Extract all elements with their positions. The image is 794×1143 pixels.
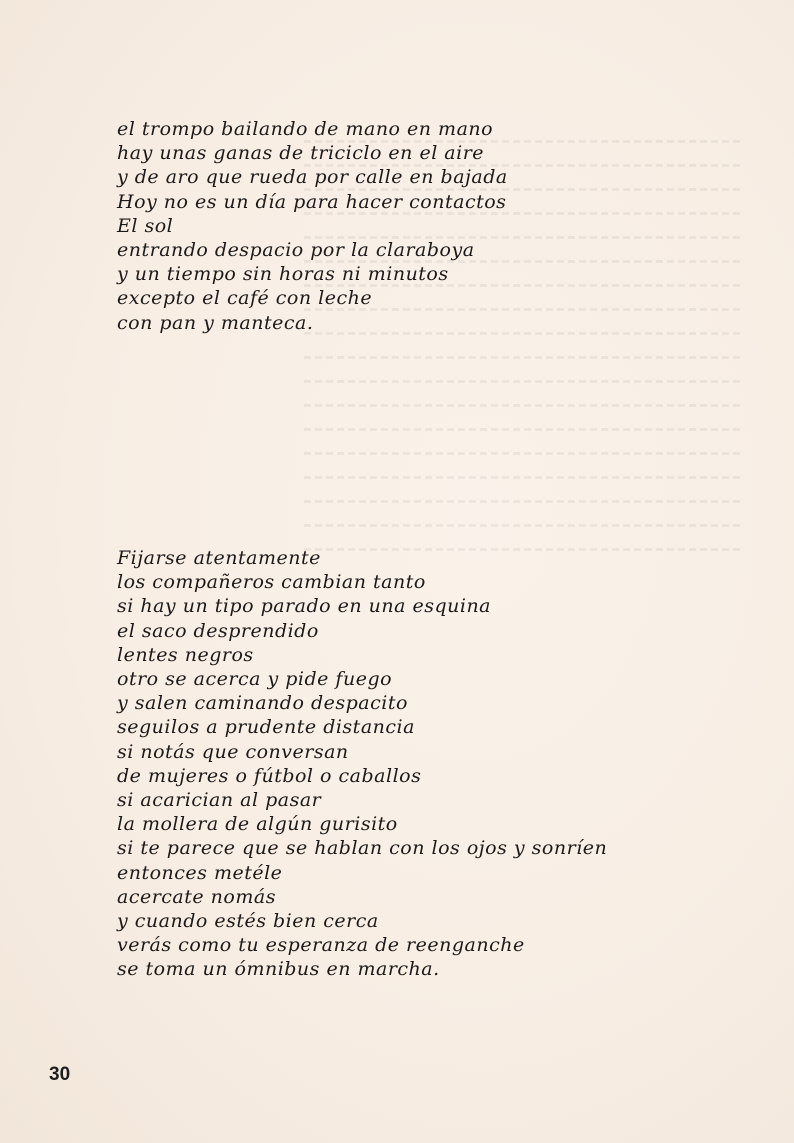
poem-line: con pan y manteca. xyxy=(117,311,314,334)
poem-line: verás como tu esperanza de reenganche xyxy=(117,934,525,957)
poem-line: otro se acerca y pide fuego xyxy=(117,668,393,691)
poem-line: entonces metéle xyxy=(117,861,283,884)
poem-line: hay unas ganas de triciclo en el aire xyxy=(117,142,485,165)
poem-line: y salen caminando despacito xyxy=(117,692,408,715)
poem-line: si hay un tipo parado en una esquina xyxy=(117,595,492,618)
poem-line: Fijarse atentamente xyxy=(117,547,321,569)
poem-line: si te parece que se hablan con los ojos y sonríen xyxy=(117,837,608,860)
poem-line: los compañeros cambian tanto xyxy=(117,571,426,594)
poem-line: si notás que conversan xyxy=(117,740,349,763)
poem-line: Hoy no es un día para hacer contactos xyxy=(117,190,507,213)
poem-line: excepto el café con leche xyxy=(117,287,373,310)
page-number: 30 xyxy=(49,1064,71,1085)
poem-line: si acarician al pasar xyxy=(117,789,322,812)
poem-line: y un tiempo sin horas ni minutos xyxy=(117,263,449,286)
poem-line: El sol xyxy=(117,214,174,237)
poem-line: el saco desprendido xyxy=(117,619,319,642)
poem-line: acercate nomás xyxy=(117,885,276,908)
poem-line: se toma un ómnibus en marcha. xyxy=(117,958,440,981)
poem-line: entrando despacio por la claraboya xyxy=(117,239,475,262)
poem-line: de mujeres o fútbol o caballos xyxy=(117,764,422,787)
poem-stanza-1 xyxy=(117,117,508,335)
poem-line: y cuando estés bien cerca xyxy=(117,910,379,933)
poem-line: seguilos a prudente distancia xyxy=(117,716,415,739)
poem-line: lentes negros xyxy=(117,643,254,666)
poem-stanza-2 xyxy=(117,546,607,982)
poem-line: y de aro que rueda por calle en bajada xyxy=(117,166,508,189)
poem-line: la mollera de algún gurisito xyxy=(117,813,398,836)
poem-line: el trompo bailando de mano en mano xyxy=(117,118,494,140)
